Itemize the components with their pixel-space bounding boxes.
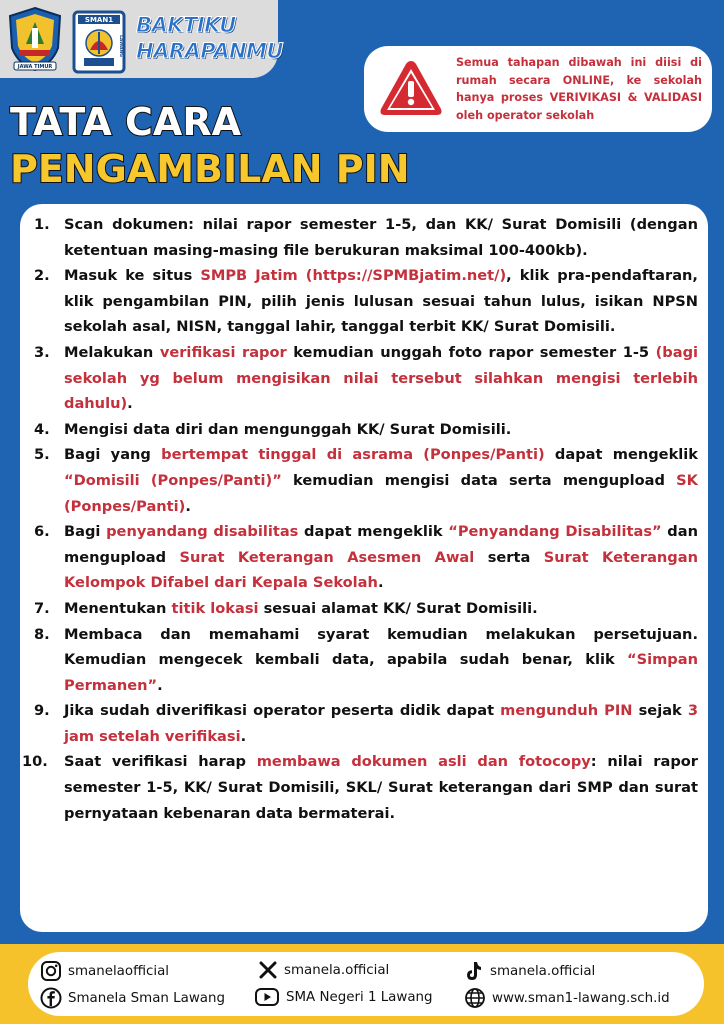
step-highlight: penyandang disabilitas: [106, 523, 299, 541]
youtube-link[interactable]: [254, 987, 433, 1007]
step-number: 8.: [34, 625, 50, 643]
step-text: sejak: [632, 702, 688, 720]
step-highlight: SMPB Jatim (https://SPMBjatim.net/): [200, 267, 507, 285]
step-number: 1.: [34, 216, 50, 233]
step-highlight: titik lokasi: [171, 599, 259, 617]
step-highlight: “Domisili (Ponpes/Panti)”: [64, 471, 282, 489]
step-item: [34, 442, 698, 519]
facebook-link[interactable]: [40, 987, 225, 1009]
step-number: 10.: [22, 753, 48, 771]
youtube-channel: SMA Negeri 1 Lawang: [286, 989, 433, 1005]
step-item: [34, 519, 698, 596]
tiktok-icon: [464, 960, 484, 982]
step-highlight: 3 jam setelah verifikasi: [64, 702, 698, 745]
page-subtitle: PENGAMBILAN PIN: [10, 147, 410, 191]
step-text: Scan dokumen: nilai rapor semester 1-5, dan KK/ Surat Domisili (dengan ketentuan masing-masing file berukuran maksimal 100-400kb).: [64, 216, 698, 259]
steps-panel: [20, 204, 708, 932]
step-text: Melakukan: [64, 343, 160, 361]
step-text: Jika sudah diverifikasi operator peserta didik dapat: [64, 702, 501, 720]
step-item: [34, 212, 698, 263]
school-logo-text: SMAN1: [84, 16, 114, 24]
school-logo: [72, 10, 126, 74]
step-text: kemudian unggah foto rapor semester 1-5: [286, 343, 656, 361]
step-text: : nilai rapor semester 1-5, KK/ Surat Domisili, SKL/ Surat keterangan dari SMP dan surat pernyataan kebenaran data bermaterai.: [64, 753, 699, 822]
tiktok-handle: smanela.official: [490, 963, 596, 979]
step-item: [34, 263, 698, 340]
notice-box: [364, 46, 712, 132]
facebook-page: Smanela Sman Lawang: [68, 990, 225, 1006]
youtube-icon: [254, 987, 280, 1007]
x-link[interactable]: [258, 960, 389, 980]
globe-icon: [464, 987, 486, 1009]
step-text: Bagi yang: [64, 446, 162, 464]
step-highlight: SK (Ponpes/Panti): [64, 471, 698, 515]
step-text: Membaca dan memahami syarat kemudian melakukan persetujuan. Kemudian mengecek kembali data, apabila sudah benar, klik: [64, 625, 698, 669]
province-logo-text: JAWA TIMUR: [17, 64, 53, 70]
footer-contacts: [28, 952, 704, 1016]
step-highlight: Surat Keterangan Kelompok Difabel dari Kepala Sekolah: [64, 548, 698, 592]
step-number: 7.: [34, 599, 50, 617]
step-item: [34, 417, 698, 443]
warning-icon: [378, 58, 444, 118]
step-highlight: mengunduh PIN: [500, 702, 633, 720]
step-item: [34, 698, 698, 749]
step-text: Masuk ke situs: [64, 267, 201, 285]
brand-slogan: [136, 12, 283, 64]
brand-line-1: BAKTIKU: [136, 13, 236, 37]
step-highlight: (bagi sekolah yg belum mengisikan nilai tersebut silahkan mengisi terlebih dahulu): [64, 343, 699, 413]
instagram-handle: smanelaofficial: [68, 963, 170, 979]
tiktok-link[interactable]: [464, 960, 595, 982]
step-text: dan mengupload: [64, 523, 698, 566]
step-highlight: verifikasi rapor: [159, 343, 287, 361]
step-text: Saat verifikasi harap: [64, 753, 257, 771]
notice-text: Semua tahapan dibawah ini diisi di rumah secara ONLINE, ke sekolah hanya proses VERIVIKASI & VALIDASI oleh operator sekolah: [456, 56, 702, 122]
province-logo: [6, 6, 64, 72]
step-text: dapat mengeklik: [298, 523, 449, 541]
step-item: [34, 340, 698, 417]
step-number: 4.: [34, 420, 50, 438]
step-highlight: “Penyandang Disabilitas”: [448, 523, 662, 541]
step-text: .: [157, 676, 163, 694]
step-text: .: [185, 497, 191, 515]
step-highlight: Surat Keterangan Asesmen Awal: [179, 548, 475, 566]
step-text: serta: [474, 548, 544, 566]
step-number: 6.: [34, 523, 50, 541]
x-icon: [258, 960, 278, 980]
step-text: .: [377, 574, 384, 592]
instagram-link[interactable]: [40, 960, 169, 982]
x-handle: smanela.official: [284, 962, 390, 978]
brand-line-2: HARAPANMU: [136, 39, 283, 63]
step-highlight: “Simpan Permanen”: [64, 651, 698, 694]
step-text: Mengisi data diri dan mengunggah KK/ Surat Domisili.: [64, 420, 512, 438]
step-item: [22, 749, 699, 826]
website-url: www.sman1-lawang.sch.id: [492, 990, 670, 1006]
step-number: 3.: [34, 343, 50, 361]
step-number: 9.: [34, 702, 50, 720]
step-text: dapat mengeklik: [544, 446, 698, 464]
instagram-icon: [40, 960, 62, 982]
facebook-icon: [40, 987, 62, 1009]
step-text: kemudian mengisi data serta mengupload: [281, 471, 677, 489]
steps-list: [22, 212, 699, 826]
step-number: 2.: [34, 267, 50, 285]
step-text: Menentukan: [64, 599, 172, 617]
school-logo-sub: LAWANG: [118, 35, 123, 57]
step-text: Bagi: [64, 523, 107, 541]
step-text: sesuai alamat KK/ Surat Domisili.: [258, 599, 538, 617]
step-text: , klik pra-pendaftaran, klik pengambilan PIN, pilih jenis lulusan sesuai tahun lulus, isikan NPSN sekolah asal, NISN, tanggal lahir, tanggal terbit KK/ Surat Domisili.: [64, 267, 698, 336]
step-text: .: [127, 395, 133, 413]
website-link[interactable]: [464, 987, 670, 1009]
step-highlight: membawa dokumen asli dan fotocopy: [256, 753, 591, 771]
step-highlight: bertempat tinggal di asrama (Ponpes/Panti): [161, 446, 545, 464]
step-text: .: [240, 727, 247, 745]
step-item: [34, 622, 698, 699]
step-item: [34, 596, 698, 622]
step-number: 5.: [34, 446, 50, 464]
page-title: TATA CARA: [10, 100, 242, 144]
